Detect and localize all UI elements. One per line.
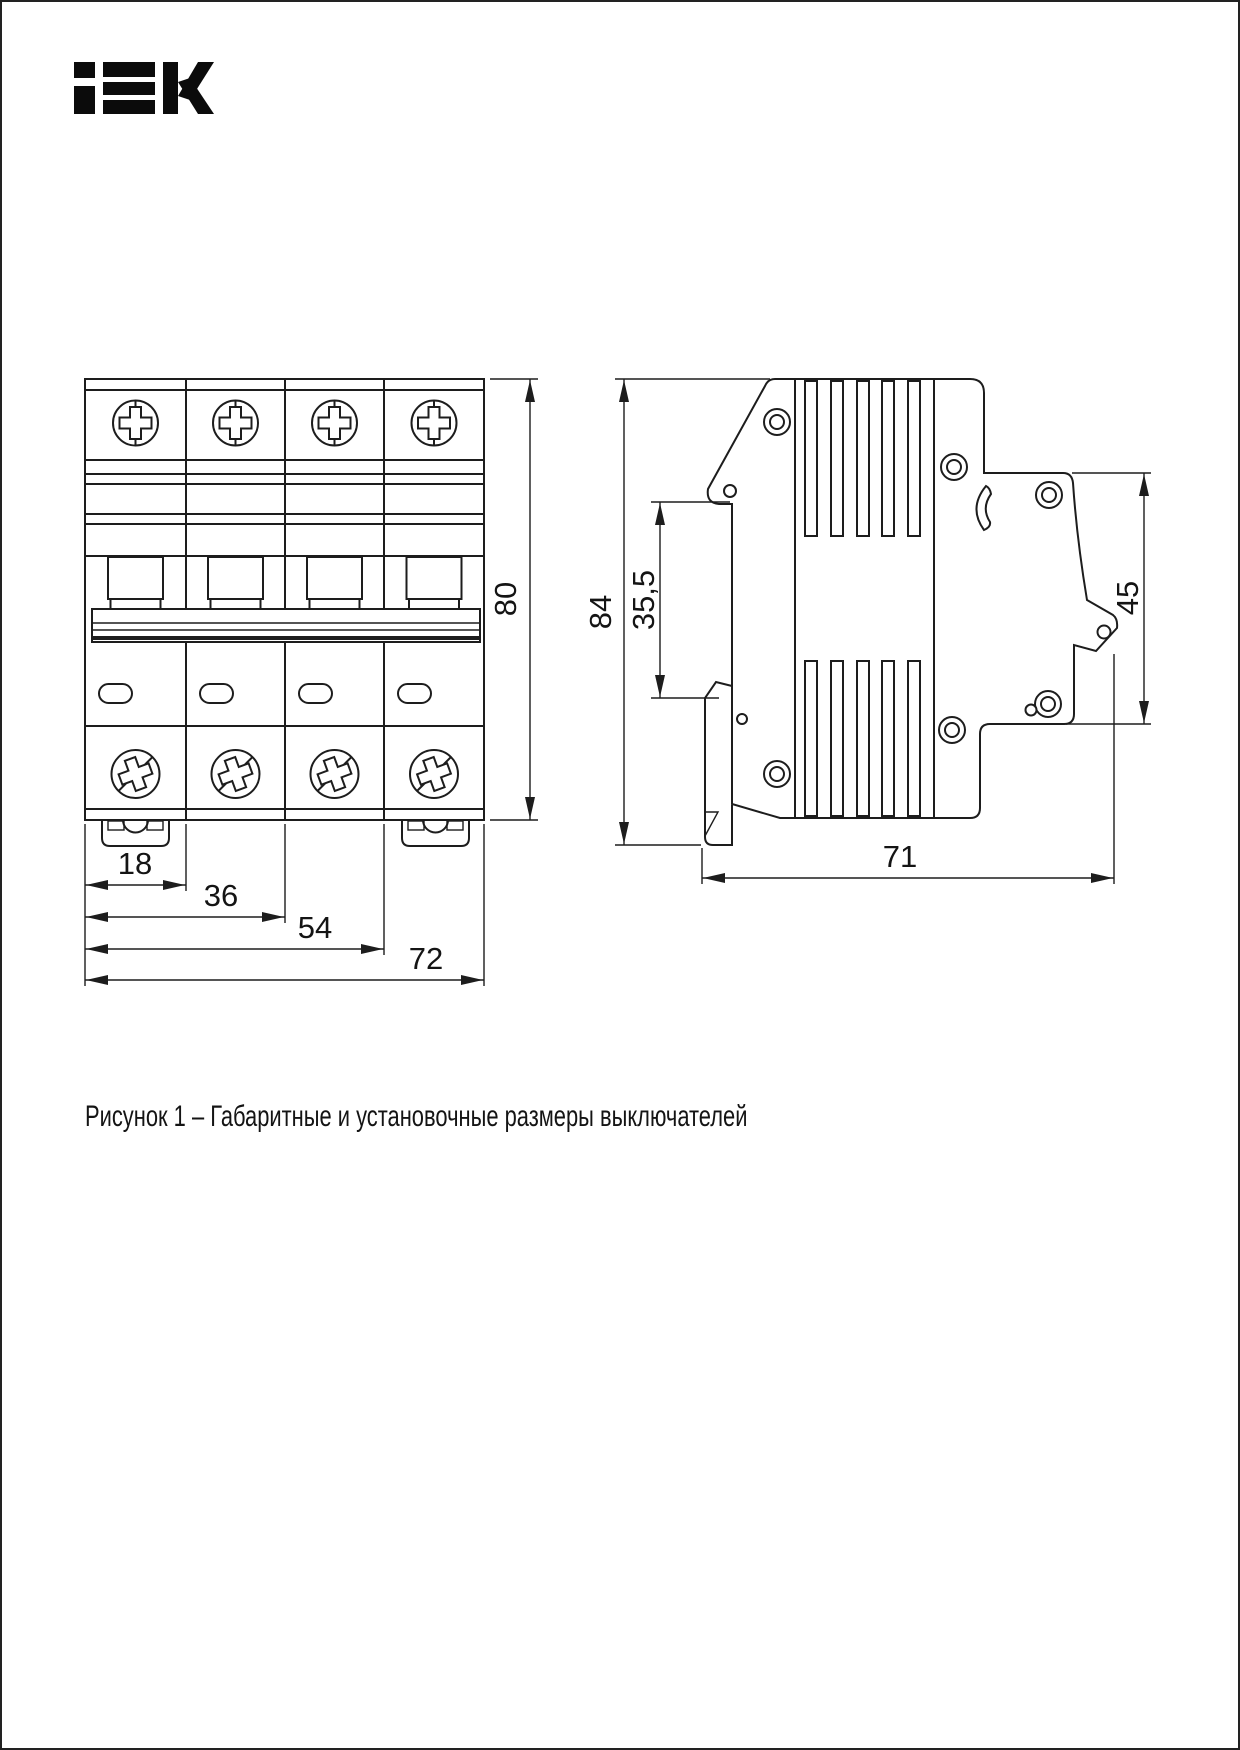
din-clip-notch [705, 812, 718, 836]
pin-hole [1026, 705, 1037, 716]
arrowhead-icon [86, 912, 108, 922]
arrowhead-icon [1091, 873, 1113, 883]
vent-slot [857, 661, 869, 816]
dimension-label-72: 72 [408, 941, 444, 976]
rivet-icon [1036, 482, 1062, 508]
technical-drawing [2, 2, 1240, 1750]
rivet-icon [941, 454, 967, 480]
dimension-label-36: 36 [203, 878, 239, 913]
screw-icon [410, 750, 458, 798]
arrowhead-icon [703, 873, 725, 883]
marking-window [299, 684, 332, 703]
figure-caption [85, 1100, 747, 1134]
rivet-icon [1035, 691, 1061, 717]
iek-logo [74, 62, 214, 114]
dimension-label-35-5: 35,5 [626, 569, 661, 631]
arrowhead-icon [1139, 701, 1149, 723]
vent-slot [882, 381, 894, 536]
arrowhead-icon [262, 912, 284, 922]
logo-e-bar [103, 62, 155, 77]
dimension-label-80: 80 [488, 581, 523, 617]
screw-icon [213, 401, 258, 446]
vent-slot [908, 381, 920, 536]
logo-i-dot [74, 62, 95, 78]
screw-icon [212, 750, 260, 798]
dimension-label-54: 54 [297, 910, 333, 945]
figure-caption-text: Рисунок 1 – Габаритные и установочные размеры выключателей [85, 1100, 748, 1133]
screw-icon [112, 750, 160, 798]
arrowhead-icon [86, 975, 108, 985]
toggle-tie-bar [92, 609, 480, 642]
toggle-handle [307, 557, 362, 609]
din-clip-side [705, 682, 732, 845]
arrowhead-icon [525, 797, 535, 819]
arrowhead-icon [1139, 474, 1149, 496]
vent-slot [805, 381, 817, 536]
screw-icon [311, 750, 359, 798]
arrowhead-icon [461, 975, 483, 985]
toggle-handle [407, 557, 462, 609]
vent-slot [831, 661, 843, 816]
dimension-lines-35-5 [651, 502, 730, 698]
arrowhead-icon [655, 503, 665, 525]
dimension-label-45: 45 [1110, 580, 1145, 616]
arrowhead-icon [361, 944, 383, 954]
arrowhead-icon [655, 675, 665, 697]
arrowhead-icon [163, 880, 185, 890]
din-clip [102, 820, 169, 846]
logo-k-stem [163, 62, 178, 114]
toggle-handle [108, 557, 163, 609]
din-clip [402, 820, 469, 846]
marking-window [398, 684, 431, 703]
side-view-drawing [705, 379, 1117, 845]
dimension-label-18: 18 [117, 846, 153, 881]
marking-window [200, 684, 233, 703]
vent-slot [831, 381, 843, 536]
tab-hole [1098, 626, 1111, 639]
toggle-handle [208, 557, 263, 609]
vent-slot [857, 381, 869, 536]
vent-slot [908, 661, 920, 816]
front-view-drawing [85, 379, 484, 846]
arrowhead-icon [619, 380, 629, 402]
arrowhead-icon [619, 822, 629, 844]
screw-icon [113, 401, 158, 446]
rivet-icon [939, 717, 965, 743]
pin-hole [737, 714, 747, 724]
dimension-label-71: 71 [882, 839, 918, 874]
arrowhead-icon [86, 880, 108, 890]
pin-hole [724, 485, 736, 497]
logo-e-bar [103, 82, 155, 95]
dimension-label-84: 84 [583, 594, 618, 630]
rivet-icon [764, 409, 790, 435]
arrowhead-icon [525, 380, 535, 402]
marking-window [99, 684, 132, 703]
logo-e-bar [103, 100, 155, 114]
vent-slot [805, 661, 817, 816]
logo-i-stem [74, 86, 95, 114]
rivet-icon [764, 761, 790, 787]
screw-icon [312, 401, 357, 446]
arrowhead-icon [86, 944, 108, 954]
vent-slot [882, 661, 894, 816]
screw-icon [412, 401, 457, 446]
